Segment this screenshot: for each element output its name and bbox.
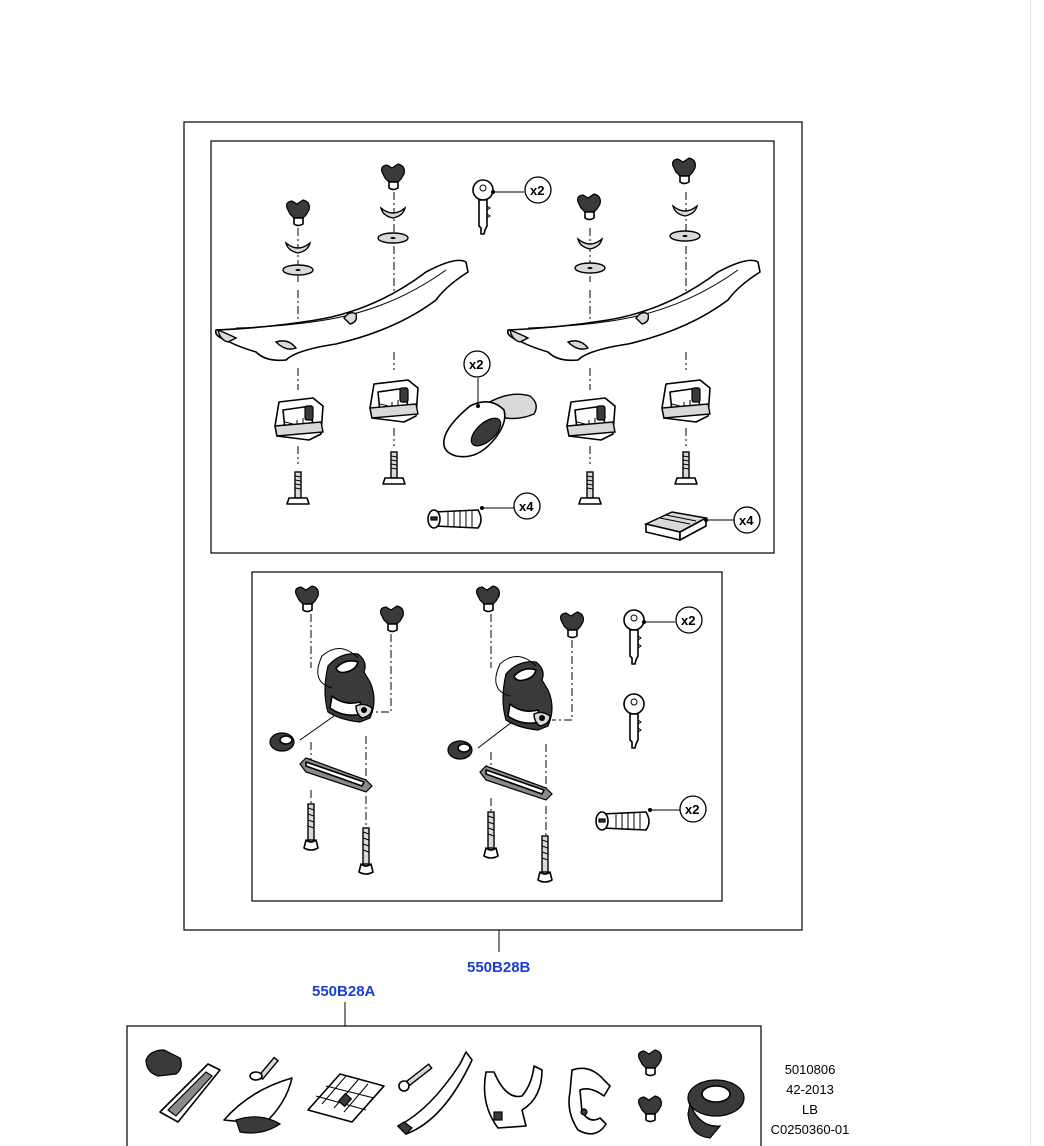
vertical-scrollbar[interactable] (1030, 0, 1044, 1146)
kit-a-callout[interactable]: 550B28A (312, 983, 376, 1000)
kit-a-parts (146, 1050, 744, 1138)
lower-key-qty: x2 (681, 613, 696, 628)
key-icon (624, 694, 644, 748)
reference-line-4: C0250360-01 (770, 1122, 850, 1137)
upper-lock-cylinder-qty: x4 (519, 499, 534, 514)
upper-right-assembly (508, 158, 760, 504)
reference-line-2: 42-2013 (786, 1082, 834, 1097)
upper-pad-qty: x2 (469, 357, 484, 372)
upper-key-qty: x2 (530, 183, 545, 198)
reference-line-1: 5010806 (784, 1062, 836, 1077)
upper-bracket-qty: x4 (739, 513, 754, 528)
kit-b-frame (184, 122, 802, 930)
reference-block (768, 1060, 852, 1140)
lower-right-assembly (448, 586, 583, 882)
lower-left-assembly (270, 586, 403, 874)
kit-b-callout[interactable]: 550B28B (467, 959, 531, 976)
lower-lock-cylinder-qty: x2 (685, 802, 700, 817)
upper-left-assembly (216, 164, 468, 504)
reference-line-3: LB (802, 1102, 818, 1117)
pad-icon (444, 351, 537, 457)
